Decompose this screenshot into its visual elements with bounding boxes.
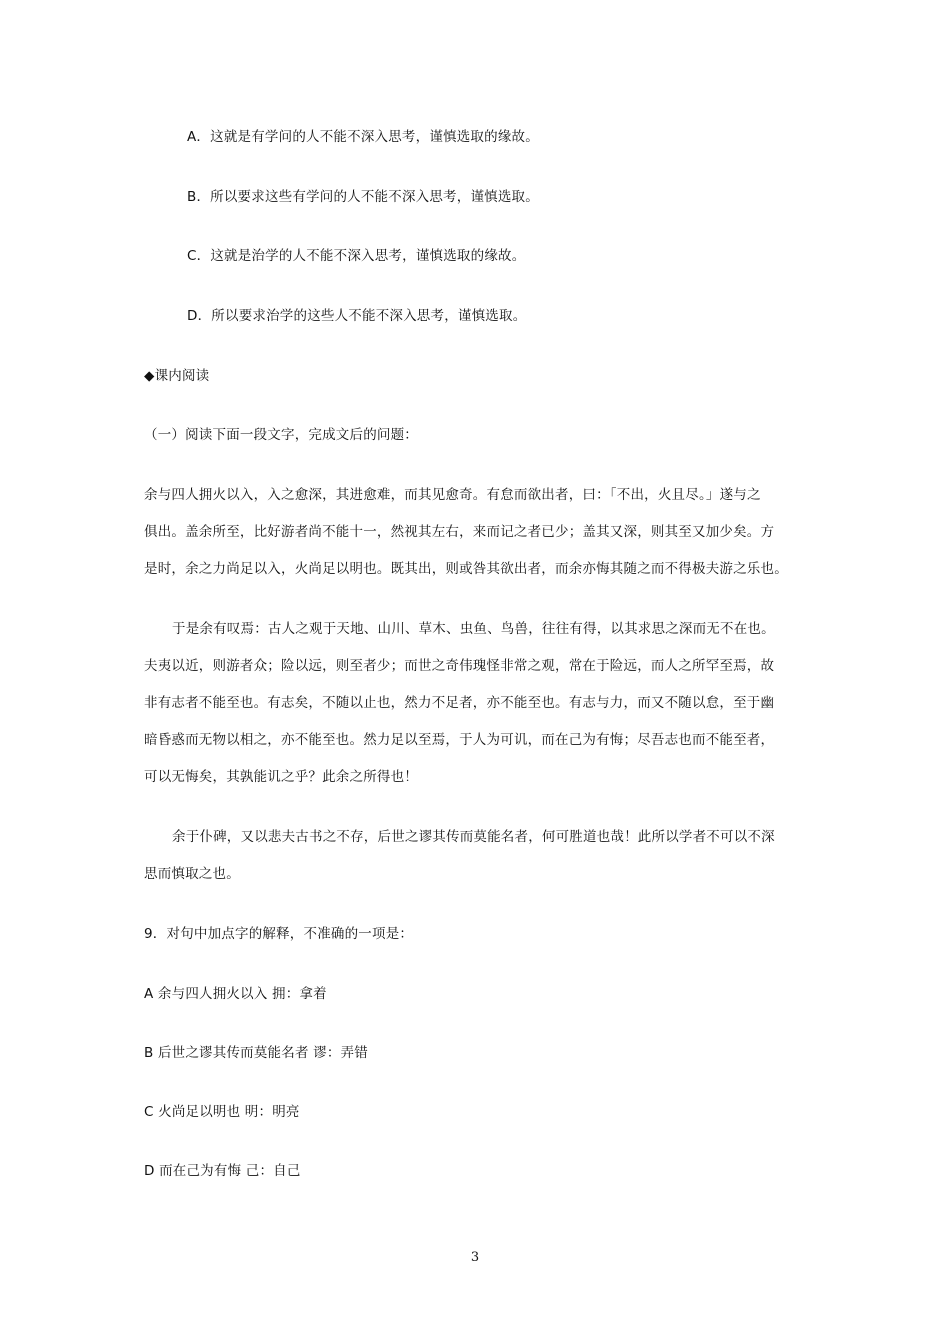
passage-line: 可以无悔矣，其孰能讥之乎？此余之所得也！ — [144, 769, 418, 785]
q9-option-d: D 而在己为有悔 己：自己 — [144, 1163, 301, 1179]
reading-instruction: （一）阅读下面一段文字，完成文后的问题： — [144, 427, 418, 443]
passage-line: 是时，余之力尚足以入，火尚足以明也。既其出，则或咎其欲出者，而余亦悔其随之而不得极夫游之乐也。 — [144, 561, 788, 577]
section-heading: ◆课内阅读 — [144, 368, 210, 384]
q9-option-b: B 后世之谬其传而莫能名者 谬：弄错 — [144, 1045, 368, 1061]
passage-line: 夫夷以近，则游者众；险以远，则至者少；而世之奇伟瑰怪非常之观，常在于险远，而人之所罕至焉，故 — [144, 658, 775, 674]
q8-option-b: B．所以要求这些有学问的人不能不深入思考，谨慎选取。 — [187, 189, 539, 205]
page-number: 3 — [470, 1250, 480, 1265]
passage-line: 思而慎取之也。 — [144, 866, 240, 882]
q8-option-d: D．所以要求治学的这些人不能不深入思考，谨慎选取。 — [187, 308, 527, 324]
passage-line: 俱出。盖余所至，比好游者尚不能十一，然视其左右，来而记之者已少；盖其又深，则其至又加少矣。方 — [144, 524, 775, 540]
q8-option-c: C．这就是治学的人不能不深入思考，谨慎选取的缘故。 — [187, 248, 526, 264]
q9-option-a: A 余与四人拥火以入 拥：拿着 — [144, 986, 327, 1002]
passage-line: 暗昏惑而无物以相之，亦不能至也。然力足以至焉，于人为可讥，而在己为有悔；尽吾志也而不能至者， — [144, 732, 775, 748]
q8-option-a: A．这就是有学问的人不能不深入思考，谨慎选取的缘故。 — [187, 129, 539, 145]
passage-line: 于是余有叹焉：古人之观于天地、山川、草木、虫鱼、鸟兽，往往有得，以其求思之深而无不在也。 — [172, 621, 775, 637]
passage-line: 余与四人拥火以入，入之愈深，其进愈难，而其见愈奇。有怠而欲出者，曰：「不出，火且尽。」遂与之 — [144, 487, 761, 503]
passage-line: 余于仆碑，又以悲夫古书之不存，后世之谬其传而莫能名者，何可胜道也哉！此所以学者不可以不深 — [172, 829, 775, 845]
q9-stem: 9．对句中加点字的解释，不准确的一项是： — [144, 926, 414, 942]
q9-option-c: C 火尚足以明也 明：明亮 — [144, 1104, 300, 1120]
passage-line: 非有志者不能至也。有志矣，不随以止也，然力不足者，亦不能至也。有志与力，而又不随以怠，至于幽 — [144, 695, 775, 711]
